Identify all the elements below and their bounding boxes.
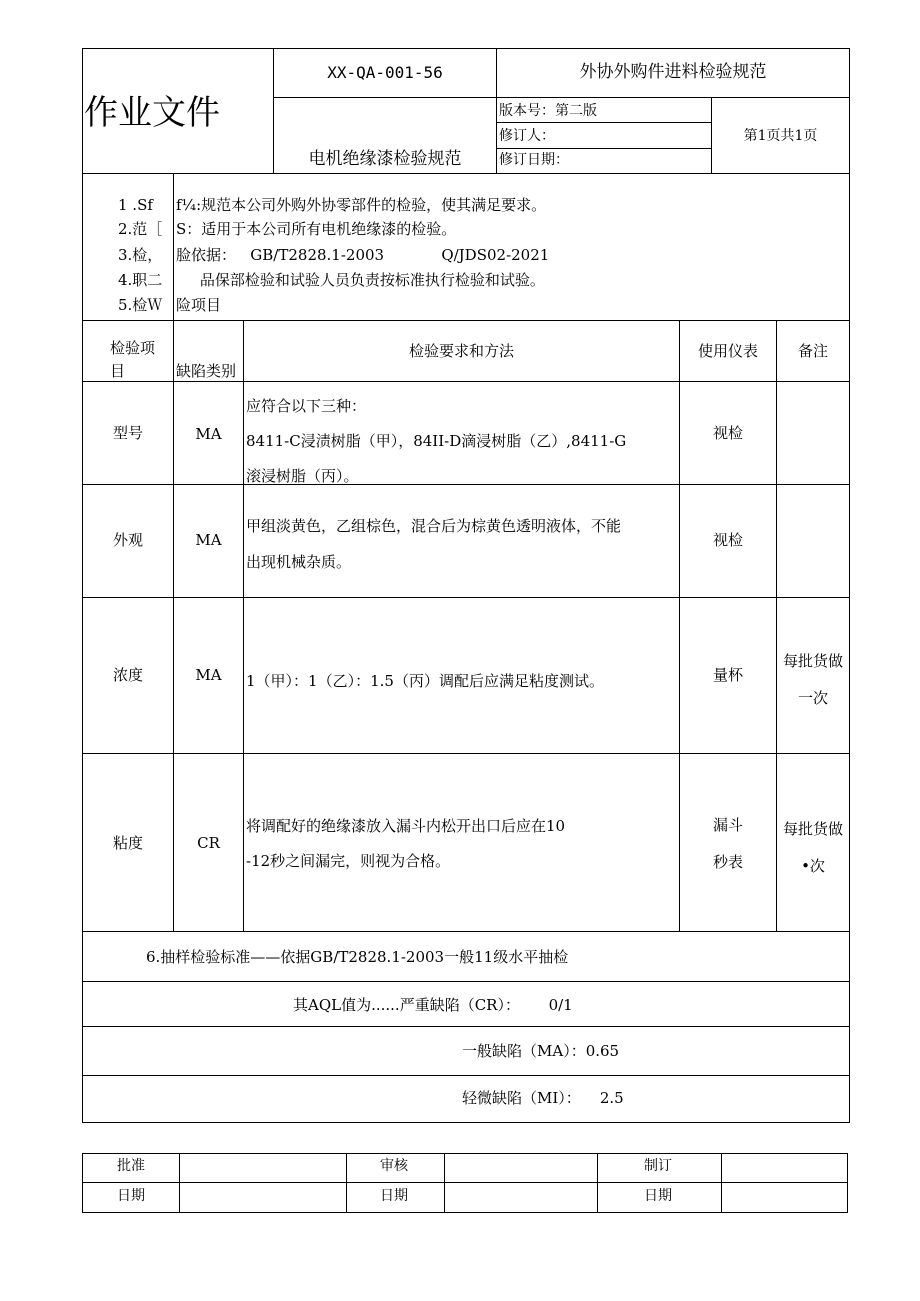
row-instrument: 视检	[712, 531, 743, 549]
row-method-line: 1（甲）：1（乙）：1.5（丙）调配后应满足粘度测试。	[246, 672, 604, 690]
section-text-3: 脸依据： GB/T2828.1-2003 Q/JDS02-2021	[176, 246, 550, 264]
header-instrument: 使用仪表	[697, 342, 758, 360]
section-num-1: 1 .Sf	[118, 196, 153, 214]
row-remark: 每批货做	[782, 820, 843, 838]
review-signature-field[interactable]	[445, 1154, 597, 1182]
date-label: 日期	[380, 1188, 408, 1204]
revise-date-label: 修订日期：	[499, 152, 569, 168]
approve-date-field[interactable]	[180, 1183, 346, 1212]
row-remark: 每批货做	[782, 652, 843, 670]
date-label: 日期	[117, 1188, 145, 1204]
row-remark: 一次	[797, 689, 828, 707]
section-num-2: 2.范［	[118, 220, 163, 238]
sampling-standard: 6.抽样检验标准——依据GB/T2828.1-2003一般11级水平抽检	[146, 948, 569, 966]
section-num-3: 3.检，	[118, 246, 163, 264]
row-instrument: 秒表	[712, 853, 743, 871]
row-method-line: 8411-C浸渍树脂（甲），84II-D滴浸树脂（乙）,8411-G	[246, 432, 627, 450]
prepare-signature-field[interactable]	[722, 1154, 847, 1182]
doc-type: 作业文件	[84, 93, 220, 133]
row-method-line: 甲组淡黄色，乙组棕色，混合后为棕黄色透明液体，不能	[246, 517, 622, 535]
row-method-line: 出现机械杂质。	[246, 553, 352, 571]
row-defect: MA	[195, 531, 222, 549]
version-label: 版本号：第二版	[499, 103, 597, 119]
row-instrument: 漏斗	[712, 816, 743, 834]
prepare-date-field[interactable]	[722, 1183, 847, 1212]
sampling-aql-cr: 其AQL值为......严重缺陷（CR）： 0/1	[293, 996, 573, 1014]
approve-signature-field[interactable]	[180, 1154, 346, 1182]
header-remark: 备注	[797, 342, 828, 360]
row-item: 浓度	[112, 666, 143, 684]
section-text-1: f¼:规范本公司外购外协零部件的检验，使其满足要求。	[176, 196, 547, 214]
row-instrument: 量杯	[712, 666, 743, 684]
sampling-aql-ma: 一般缺陷（MA）：0.65	[462, 1042, 620, 1060]
sampling-aql-mi: 轻微缺陷（MI）： 2.5	[462, 1089, 624, 1107]
row-method-line: 应符合以下三种：	[246, 397, 367, 415]
header-method: 检验要求和方法	[408, 342, 514, 360]
header-defect: 缺陷类别	[176, 362, 237, 380]
row-item: 粘度	[112, 834, 143, 852]
approve-label: 批准	[117, 1158, 145, 1174]
section-text-2: S：适用于本公司所有电机绝缘漆的检验。	[176, 220, 457, 238]
section-num-5: 5.检Ｗ	[118, 296, 163, 314]
doc-title: 电机绝缘漆检验规范	[308, 149, 462, 169]
header-item-line1: 检验项	[110, 339, 156, 357]
row-method-line: -12秒之间漏完，则视为合格。	[246, 852, 451, 870]
review-label: 审核	[380, 1158, 408, 1174]
row-method-line: 滚浸树脂（丙）。	[246, 467, 359, 485]
row-defect: MA	[195, 425, 222, 443]
section-text-5: 险项目	[176, 296, 222, 314]
doc-category: 外协外购件进料检验规范	[579, 62, 767, 82]
prepare-label: 制订	[644, 1158, 672, 1174]
doc-code: XX-QA-001-56	[327, 63, 443, 82]
header-item-line2: 目	[110, 362, 126, 380]
row-method-line: 将调配好的绝缘漆放入漏斗内松开出口后应在10	[246, 817, 566, 835]
review-date-field[interactable]	[445, 1183, 597, 1212]
row-instrument: 视检	[712, 424, 743, 442]
row-remark: •次	[801, 857, 825, 875]
date-label: 日期	[644, 1188, 672, 1204]
row-defect: CR	[197, 834, 220, 852]
section-num-4: 4.职二	[118, 271, 163, 289]
row-item: 外观	[112, 531, 143, 549]
row-item: 型号	[112, 424, 143, 442]
reviser-label: 修订人：	[499, 128, 555, 144]
row-defect: MA	[195, 666, 222, 684]
section-text-4: 品保部检验和试验人员负责按标准执行检验和试验。	[176, 271, 545, 289]
page-number: 第1页共1页	[743, 128, 818, 144]
